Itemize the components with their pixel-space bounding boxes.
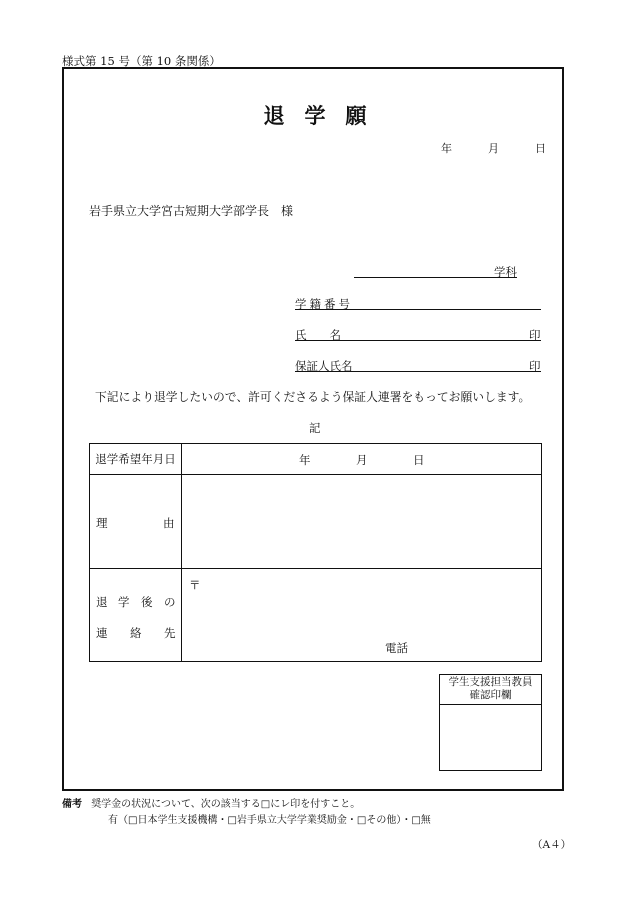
- form-number: 様式第 15 号（第 10 条関係）: [62, 54, 221, 68]
- reason-row: [90, 475, 542, 569]
- withdrawal-year: 年: [299, 453, 311, 467]
- name-line: [295, 340, 541, 341]
- notes-text-1: 奨学金の状況について、次の該当する□にレ印を付すこと。: [91, 799, 361, 810]
- guarantor-seal: 印: [529, 359, 541, 373]
- withdrawal-date-row: [90, 444, 542, 475]
- request-text: 下記により退学したいので、許可くださるよう保証人連署をもってお願いします。: [95, 390, 531, 404]
- contact-char-2: 学: [118, 595, 130, 609]
- name-label: 氏 名: [295, 328, 341, 342]
- contact-row: [90, 569, 542, 662]
- form-title: 退学願: [263, 103, 387, 128]
- student-id-label: 学籍番号: [295, 297, 353, 311]
- withdrawal-month: 月: [356, 453, 368, 467]
- notes-label: 備考: [62, 799, 82, 810]
- department-suffix: 学科: [494, 265, 517, 279]
- notes-line-2: 有（□日本学生支援機構・□岩手県立大学学業奨励金・□その他）・□無: [108, 815, 431, 826]
- reason-label-cell: [90, 475, 182, 569]
- confirmation-stamp-box: [439, 674, 542, 771]
- contact-label-cell: [90, 569, 182, 662]
- contact-char-4: の: [164, 595, 176, 609]
- guarantor-line: [295, 371, 541, 372]
- guarantor-label: 保証人氏名: [295, 359, 353, 373]
- stamp-box-header: [440, 675, 541, 705]
- date-day: 日: [535, 142, 546, 155]
- date-year: 年: [441, 142, 452, 155]
- name-seal: 印: [529, 328, 541, 342]
- reason-label-1: 理: [96, 516, 108, 530]
- details-table: [89, 443, 542, 662]
- stamp-box-title-1: 学生支援担当教員: [448, 676, 533, 688]
- reason-label-2: 由: [163, 516, 175, 530]
- date-month: 月: [488, 142, 499, 155]
- withdrawal-day: 日: [413, 453, 425, 467]
- notes-line-1: [62, 795, 360, 810]
- contact-char-6: 絡: [130, 626, 142, 640]
- department-line: [354, 277, 517, 278]
- phone-label: 電話: [385, 641, 408, 655]
- stamp-box-title-2: 確認印欄: [469, 689, 512, 701]
- postal-mark: 〒: [189, 578, 201, 592]
- contact-char-1: 退: [96, 595, 108, 609]
- addressee: 岩手県立大学宮古短期大学部学長 様: [89, 204, 294, 218]
- contact-field[interactable]: [182, 569, 542, 662]
- contact-char-5: 連: [96, 626, 108, 640]
- reason-field[interactable]: [182, 475, 542, 569]
- contact-char-3: 後: [141, 595, 153, 609]
- contact-char-7: 先: [164, 626, 176, 640]
- ki-heading: 記: [309, 421, 321, 435]
- withdrawal-date-field[interactable]: [182, 444, 542, 475]
- student-id-line: [295, 309, 541, 310]
- paper-size: （A４）: [532, 839, 572, 851]
- withdrawal-date-label: 退学希望年月日: [90, 444, 182, 475]
